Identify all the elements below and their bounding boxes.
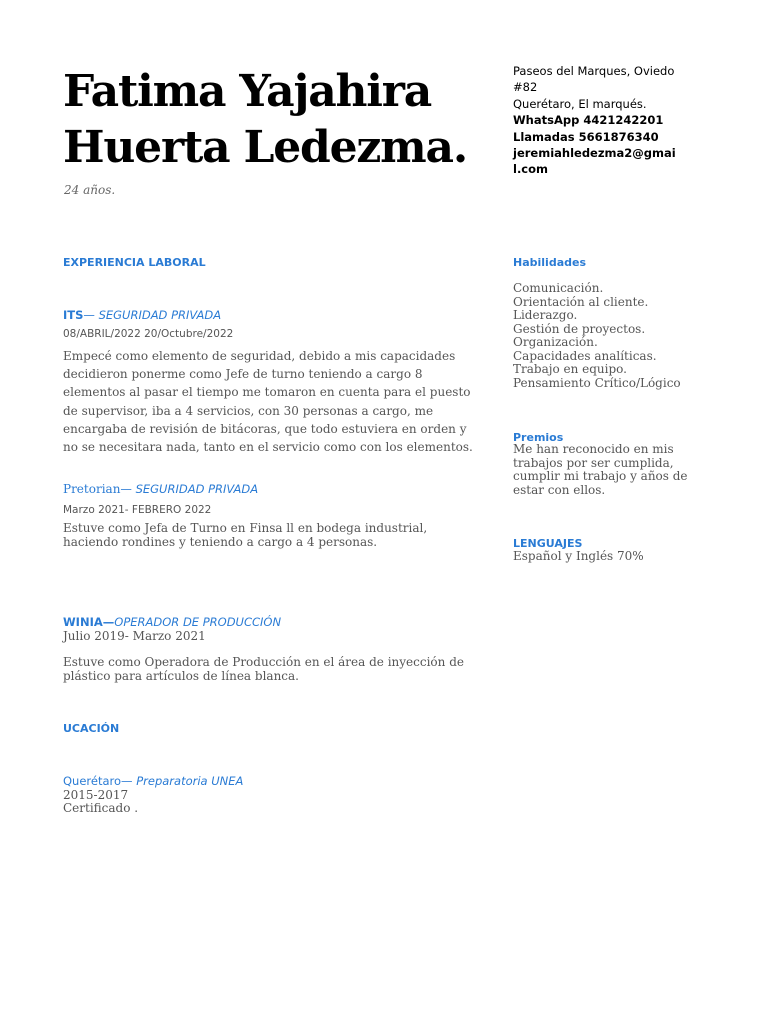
skill-item: Comunicación.: [513, 281, 604, 295]
job-separator: —: [120, 482, 136, 496]
languages-heading: LENGUAJES: [513, 537, 583, 550]
languages-text: Español y Inglés 70%: [513, 549, 644, 563]
job-title-winia: [63, 615, 281, 629]
job-org: Pretorian: [63, 482, 121, 496]
job-separator: —: [83, 308, 99, 322]
job-description: Estuve como Jefa de Turno en Finsa ll en bodega industrial, haciendo rondines y teniendo a cargo a 4 personas.: [63, 521, 428, 549]
skills-list: [513, 282, 713, 390]
name-line-1: Fatima Yajahira: [63, 66, 432, 117]
job-title-pretorian: [63, 482, 258, 496]
education-heading: UCACIÓN: [63, 722, 120, 735]
job-role: SEGURIDAD PRIVADA: [98, 308, 222, 322]
job-org: ITS: [63, 308, 84, 322]
address-line-3: Querétaro, El marqués.: [513, 96, 647, 111]
skill-item: Trabajo en equipo.: [513, 362, 627, 376]
job-description: Estuve como Operadora de Producción en el área de inyección de plástico para artículos de línea blanca.: [63, 655, 464, 683]
skill-item: Gestión de proyectos.: [513, 321, 646, 336]
job-role: SEGURIDAD PRIVADA: [135, 482, 259, 496]
job-title-its: [63, 308, 221, 322]
education-years: 2015-2017: [63, 788, 129, 802]
skill-item: Capacidades analíticas.: [513, 348, 657, 363]
skill-item: Liderazgo.: [513, 308, 578, 322]
address-line-2: #82: [513, 80, 538, 95]
skill-item: Orientación al cliente.: [513, 294, 649, 309]
address-line-1: Paseos del Marques, Oviedo: [513, 64, 675, 78]
candidate-name: [63, 64, 503, 176]
education-school: Preparatoria UNEA: [136, 774, 244, 788]
education-place: Querétaro: [63, 774, 122, 788]
whatsapp-number: WhatsApp 4421242201: [513, 113, 664, 128]
job-org: WINIA—: [63, 615, 115, 629]
job-dates: Julio 2019- Marzo 2021: [63, 629, 206, 643]
age-text: 24 años.: [64, 183, 116, 197]
awards-heading: Premios: [513, 431, 564, 444]
contact-block: [513, 63, 683, 178]
name-line-2: Huerta Ledezma.: [63, 122, 467, 173]
skill-item: Pensamiento Crítico/Lógico: [513, 375, 681, 390]
experience-heading: EXPERIENCIA LABORAL: [63, 256, 206, 269]
job-role: OPERADOR DE PRODUCCIÓN: [114, 615, 282, 629]
phone-number: Llamadas 5661876340: [513, 129, 659, 144]
awards-text: Me han reconocido en mis trabajos por ser cumplida, cumplir mi trabajo y años de estar con ellos.: [513, 442, 688, 497]
email-address[interactable]: jeremiahledezma2@gmail.com: [513, 146, 676, 177]
job-description: Empecé como elemento de seguridad, debido a mis capacidades decidieron ponerme como Jefe de turno teniendo a cargo 8 elementos al pasar el tiempo me tomaron en cuenta para el puesto de supervisor, iba a 4 servicios, con 30 personas a cargo, me encargaba de revisión de bitácoras, que todo estuviera en orden y no se necesitara nada, tanto en el servicio como con los elementos.: [63, 349, 473, 455]
skill-item: Organización.: [513, 335, 598, 349]
skills-heading: Habilidades: [513, 256, 586, 269]
education-separator: —: [121, 774, 137, 788]
education-title: [63, 774, 243, 788]
education-status: Certificado .: [63, 801, 139, 815]
job-dates: 08/ABRIL/2022 20/Octubre/2022: [63, 328, 234, 340]
job-dates: Marzo 2021- FEBRERO 2022: [63, 504, 212, 516]
